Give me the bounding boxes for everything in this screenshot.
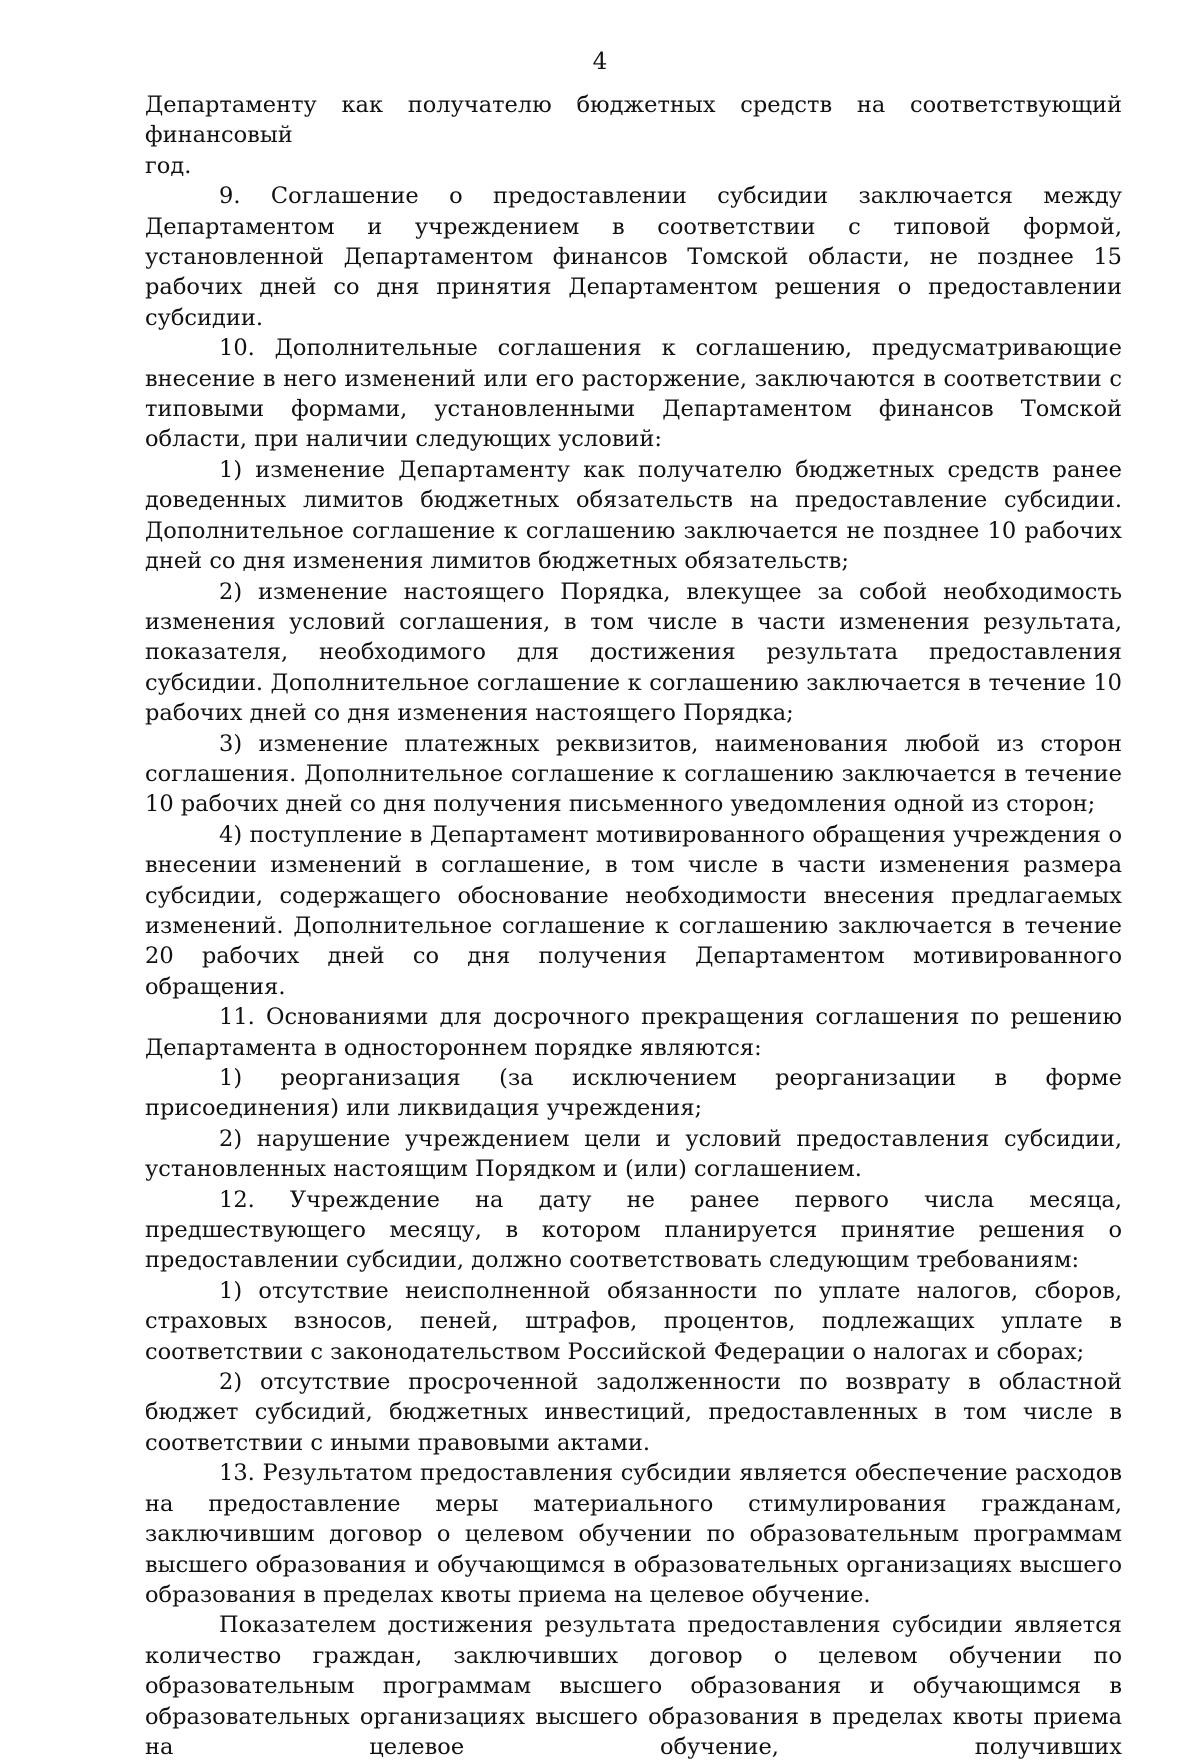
paragraph: Показателем достижения результата предоставления субсидии является количество граждан, заключивших договор о целевом обучении по образовательным программам высшего образования и обучающимся в образовательных организациях высшего образования в пределах квоты приема на целевое обучение, получивших [145, 1612, 1122, 1760]
page-number: 4 [592, 49, 608, 75]
paragraph: год. [145, 152, 192, 179]
paragraph: 12. Учреждение на дату не ранее первого числа месяца, предшествующего месяцу, в котором планируется принятие решения о предоставлении субсидии, должно соответствовать следующим требованиям: [145, 1186, 1122, 1274]
paragraph: Департаменту как получателю бюджетных средств на соответствующий финансовый [145, 92, 1122, 149]
paragraph: 11. Основаниями для досрочного прекращения соглашения по решению Департамента в одностороннем порядке являются: [145, 1004, 1122, 1061]
paragraph: 9. Соглашение о предоставлении субсидии заключается между Департаментом и учреждением в соответствии с типовой формой, установленной Департаментом финансов Томской области, не позднее 15 рабочих дней со дня принятия Департаментом решения о предоставлении субсидии. [145, 183, 1122, 331]
paragraph: 1) отсутствие неисполненной обязанности по уплате налогов, сборов, страховых взносов, пеней, штрафов, процентов, подлежащих уплате в соответствии с законодательством Российской Федерации о налогах и сборах; [145, 1277, 1122, 1365]
paragraph: 4) поступление в Департамент мотивированного обращения учреждения о внесении изменений в соглашение, в том числе в части изменения размера субсидии, содержащего обоснование необходимости внесения предлагаемых изменений. Дополнительное соглашение к соглашению заключается в течение 20 рабочих дней со дня получения Департаментом мотивированного обращения. [145, 821, 1122, 1000]
paragraph: 13. Результатом предоставления субсидии является обеспечение расходов на предоставление меры материального стимулирования гражданам, заключившим договор о целевом обучении по образовательным программам высшего образования и обучающимся в образовательных организациях высшего образования в пределах квоты приема на целевое обучение. [145, 1460, 1122, 1608]
paragraph: 1) изменение Департаменту как получателю бюджетных средств ранее доведенных лимитов бюджетных обязательств на предоставление субсидии. Дополнительное соглашение к соглашению заключается не позднее 10 рабочих дней со дня изменения лимитов бюджетных обязательств; [145, 456, 1122, 575]
paragraph: 1) реорганизация (за исключением реорганизации в форме присоединения) или ликвидация учреждения; [145, 1065, 1122, 1122]
paragraph: 2) нарушение учреждением цели и условий предоставления субсидии, установленных настоящим Порядком и (или) соглашением. [145, 1125, 1122, 1183]
paragraph: 2) изменение настоящего Порядка, влекущее за собой необходимость изменения условий соглашения, в том числе в части изменения результата, показателя, необходимого для достижения результата предоставления субсидии. Дополнительное соглашение к соглашению заключается в течение 10 рабочих дней со дня изменения настоящего Порядка; [145, 578, 1122, 727]
paragraph: 2) отсутствие просроченной задолженности по возврату в областной бюджет субсидий, бюджетных инвестиций, предоставленных в том числе в соответствии с иными правовыми актами. [145, 1369, 1122, 1456]
paragraph: 10. Дополнительные соглашения к соглашению, предусматривающие внесение в него изменений или его расторжение, заключаются в соответствии с типовыми формами, установленными Департаментом финансов Томской области, при наличии следующих условий: [145, 335, 1122, 453]
paragraph: 3) изменение платежных реквизитов, наименования любой из сторон соглашения. Дополнительное соглашение к соглашению заключается в течение 10 рабочих дней со дня получения письменного уведомления одной из сторон; [145, 730, 1122, 818]
document-body [145, 90, 1122, 1762]
